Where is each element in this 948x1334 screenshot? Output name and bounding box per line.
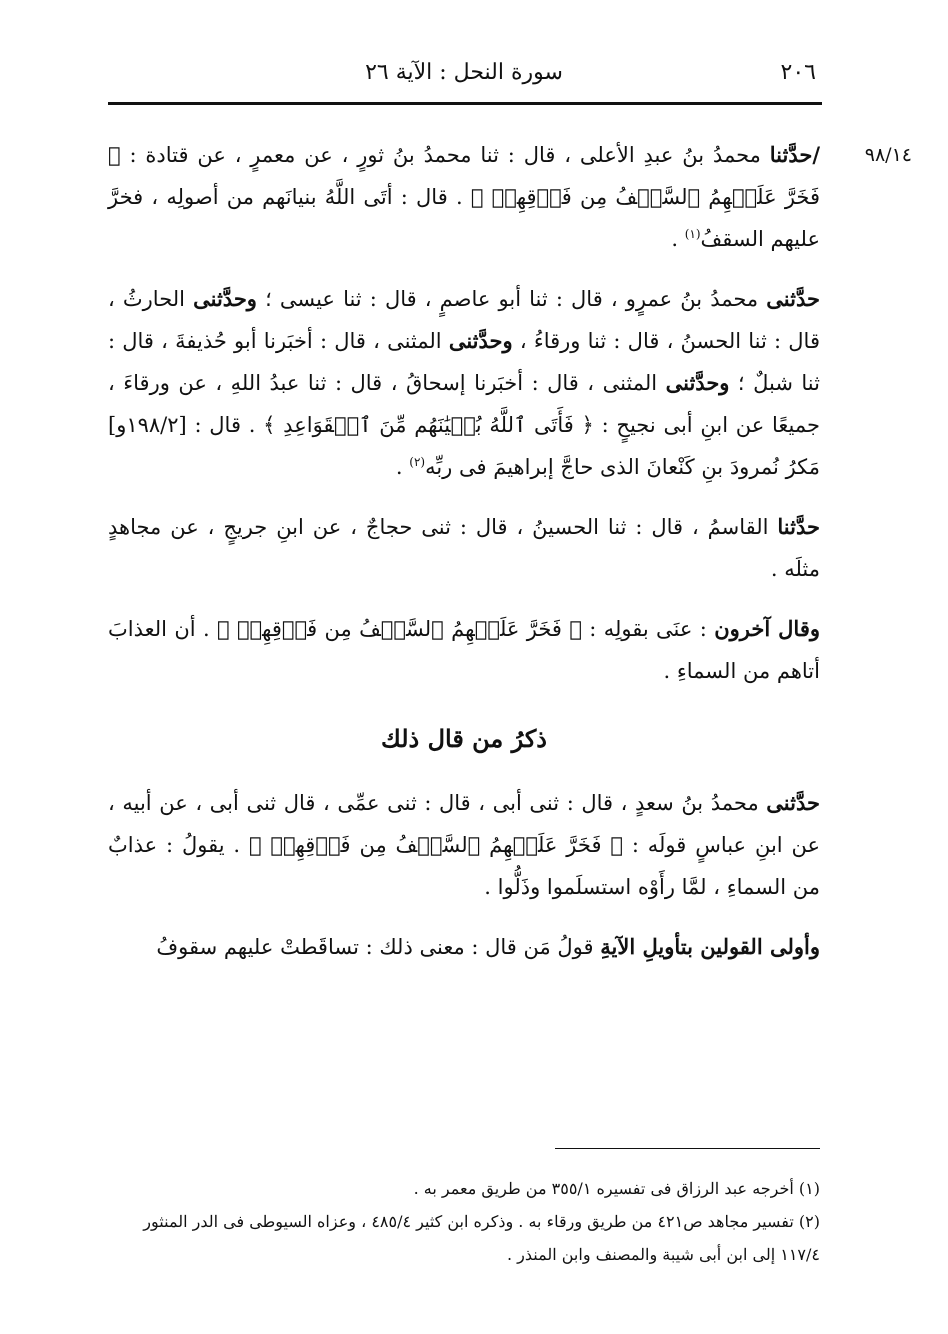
paragraph-text: . يقولُ : عذابٌ من السماءِ ، لمَّا رأَوْه استسلَموا وذَلُّوا . [108, 833, 820, 899]
header-title: سورة النحل : الآية ٢٦ [365, 60, 563, 85]
paragraph-text: . قال : [١٩٨/٢و] مَكرُ نُمرودَ بنِ كَنْعانَ الذى حاجَّ إبراهيمَ فى ربِّه [108, 413, 820, 479]
main-text [108, 134, 820, 986]
narration-lead: /حدَّثنا [769, 142, 820, 167]
footnote-marker: (٢) [409, 455, 426, 469]
paragraph-4 [108, 608, 820, 692]
paragraph-text: . قال : أتَى اللَّهُ بنيانَهم من أصولِه ، فخرَّ عليهم السقفُ [108, 185, 820, 251]
quran-verse: ﴿ فَخَرَّ عَلَيۡهِمُ ٱلسَّقۡفُ مِن فَوۡقِهِمۡ ﴾ [248, 833, 623, 857]
narration-lead: وحدَّثنى [665, 370, 730, 395]
footnote-2: (٢) تفسير مجاهد ص٤٢١ من طريق ورقاء به . وذكره ابن كثير ٤٨٥/٤ ، وعزاه السيوطى فى الدر المنثور ١١٧/٤ إلى ابن أبى شيبة والمصنف وابن المنذر . [143, 1212, 820, 1264]
quran-verse: ﴿ فَخَرَّ عَلَيۡهِمُ ٱلسَّقۡفُ مِن فَوۡقِهِمۡ ﴾ [217, 617, 582, 641]
paragraph-text: محمدُ بنُ سعدٍ ، قال : ثنى أبى ، قال : ثنى عمِّى ، قال ثنى أبى ، عن أبيه ، عن ابنِ عباسٍ قولَه : [108, 791, 821, 857]
footnote-rule [555, 1148, 820, 1149]
quran-verse: ﴿ فَأَتَى ٱللَّهُ بُنۡيَٰنَهُم مِّنَ ٱلۡقَوَاعِدِ ﴾ [263, 413, 594, 437]
margin-reference: ٩٨/١٤ [864, 144, 912, 166]
paragraph-end: . [671, 227, 685, 251]
header-rule [108, 102, 822, 105]
narration-lead: وقال آخرون [714, 616, 821, 641]
running-header [108, 52, 820, 96]
footnotes [108, 1172, 820, 1271]
paragraph-end: . [395, 455, 410, 479]
paragraph-text: المثنى ، قال : أخبَرنا إسحاقُ ، قال : ثنا عبدُ اللهِ ، عن ورقاءَ ، جميعًا عن ابنِ أبى نجيحٍ : [108, 371, 821, 437]
narration-lead: وحدَّثنى [448, 328, 513, 353]
section-heading: ذكرُ من قال ذلك [381, 724, 547, 753]
narration-lead: وأولى القولين بتأويلِ الآيةِ [600, 934, 820, 959]
paragraph-3 [108, 506, 820, 590]
paragraph-5 [108, 782, 820, 908]
paragraph-text: : عنَى بقولِه : [581, 617, 715, 641]
narration-lead: وحدَّثنى [193, 286, 257, 311]
footnote-1: (١) أخرجه عبد الرزاق فى تفسيره ٣٥٥/١ من طريق معمر به . [413, 1179, 820, 1198]
narration-lead: حدَّثنى [766, 790, 820, 815]
quran-verse: ﴿ فَخَرَّ عَلَيۡهِمُ ٱلسَّقۡفُ مِن فَوۡقِهِمۡ ﴾ [108, 143, 821, 209]
paragraph-text: محمدُ بنُ عمرٍو ، قال : ثنا أبو عاصمٍ ، قال : ثنا عيسى ؛ [256, 287, 767, 311]
footnote-marker: (١) [684, 227, 701, 241]
paragraph-text: المثنى ، قال : أخبَرنا أبو حُذيفةَ ، قال : ثنا شبلٌ ؛ [108, 329, 820, 395]
narration-lead: حدَّثنى [766, 286, 820, 311]
paragraph-1 [108, 134, 820, 260]
paragraph-6 [108, 926, 820, 968]
paragraph-text: محمدُ بنُ عبدِ الأعلى ، قال : ثنا محمدُ بنُ ثورٍ ، عن معمرٍ ، عن قتادة : [120, 143, 770, 167]
paragraph-2 [108, 278, 820, 488]
paragraph-text: الحارثُ ، قال : ثنا الحسنُ ، قال : ثنا ورقاءُ ، [108, 287, 820, 353]
paragraph-text: القاسمُ ، قال : ثنا الحسينُ ، قال : ثنى حجاجٌ ، عن ابنِ جريجٍ ، عن مجاهدٍ مثلَه . [108, 515, 820, 581]
paragraph-text: . أن العذابَ أتاهم من السماءِ . [108, 617, 820, 683]
narration-lead: حدَّثنا [777, 514, 820, 539]
paragraph-text: قولُ مَن قال : معنى ذلك : تساقَطتْ عليهم سقوفُ [156, 935, 601, 959]
page-number: ٢٠٦ [780, 60, 816, 85]
